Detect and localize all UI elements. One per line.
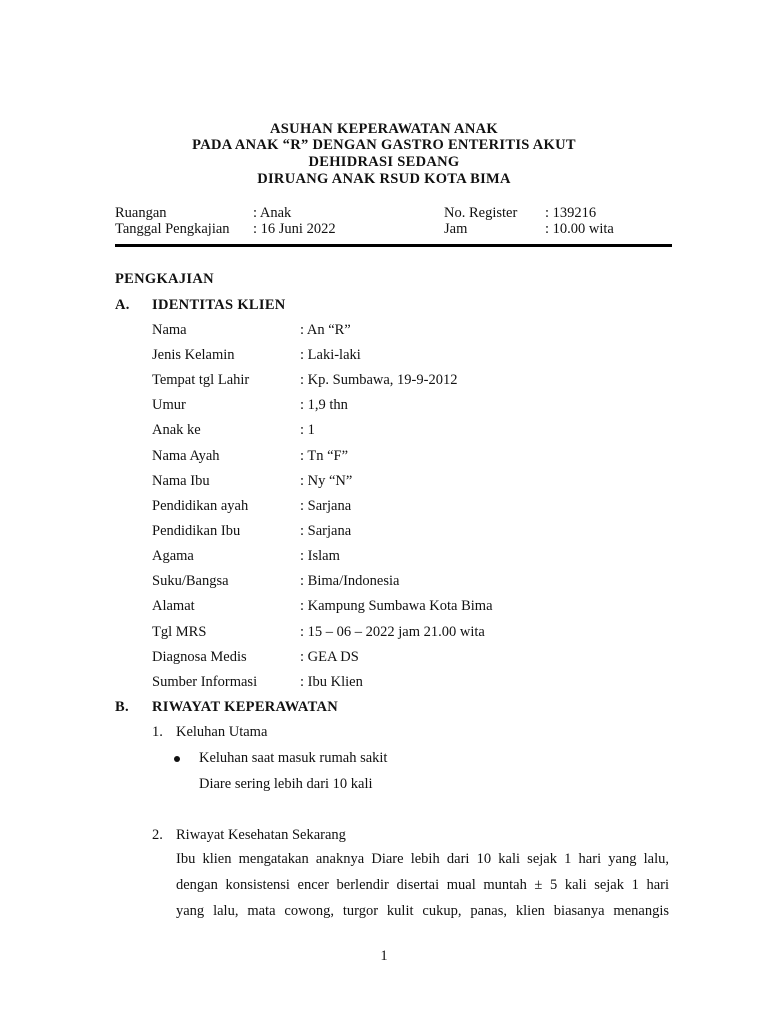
item2-title: Riwayat Kesehatan Sekarang xyxy=(176,827,346,843)
identity-value: : Kampung Sumbawa Kota Bima xyxy=(300,598,493,614)
bullet-detail: Diare sering lebih dari 10 kali xyxy=(199,776,373,792)
identity-value: : Laki-laki xyxy=(300,347,361,363)
bullet-text: Keluhan saat masuk rumah sakit xyxy=(199,750,388,766)
register-value: : 139216 xyxy=(545,205,597,221)
section-b-letter: B. xyxy=(115,699,129,715)
identity-value: : Tn “F” xyxy=(300,448,349,464)
bullet-dot-icon xyxy=(174,756,180,762)
identity-value: : 1,9 thn xyxy=(300,397,348,413)
identity-label: Alamat xyxy=(152,598,195,614)
identity-value: : 1 xyxy=(300,422,315,438)
identity-label: Nama Ayah xyxy=(152,448,220,464)
title-line-4: DIRUANG ANAK RSUD KOTA BIMA xyxy=(257,171,511,187)
tanggal-label: Tanggal Pengkajian xyxy=(115,221,230,237)
item1-number: 1. xyxy=(152,724,163,740)
jam-label: Jam xyxy=(444,221,468,237)
identity-value: : Sarjana xyxy=(300,498,352,514)
title-line-1: ASUHAN KEPERAWATAN ANAK xyxy=(270,121,498,137)
register-label: No. Register xyxy=(444,205,518,221)
identity-label: Anak ke xyxy=(152,422,201,438)
section-a-title: IDENTITAS KLIEN xyxy=(152,297,286,313)
identity-value: : Kp. Sumbawa, 19-9-2012 xyxy=(300,372,458,388)
jam-value: : 10.00 wita xyxy=(545,221,614,237)
section-b-title: RIWAYAT KEPERAWATAN xyxy=(152,699,339,715)
pengkajian-heading: PENGKAJIAN xyxy=(115,271,214,287)
ruangan-label: Ruangan xyxy=(115,205,167,221)
item2-number: 2. xyxy=(152,827,163,843)
identity-label: Sumber Informasi xyxy=(152,674,258,690)
identity-value: : GEA DS xyxy=(300,649,359,665)
identity-label: Suku/Bangsa xyxy=(152,573,229,589)
identity-value: : An “R” xyxy=(300,322,351,338)
identity-label: Diagnosa Medis xyxy=(152,649,247,665)
page-number: 1 xyxy=(380,948,388,964)
identity-label: Nama xyxy=(152,322,187,338)
identity-label: Umur xyxy=(152,397,186,413)
title-line-3: DEHIDRASI SEDANG xyxy=(308,154,460,170)
paragraph-line: yang lalu, mata cowong, turgor kulit cukup, panas, klien biasanya menangis xyxy=(176,903,669,919)
identity-label: Pendidikan Ibu xyxy=(152,523,241,539)
identity-label: Jenis Kelamin xyxy=(152,347,235,363)
paragraph-line: dengan konsistensi encer berlendir disertai mual muntah ± 5 kali sejak 1 hari xyxy=(176,877,669,893)
identity-label: Nama Ibu xyxy=(152,473,210,489)
title-line-2: PADA ANAK “R” DENGAN GASTRO ENTERITIS AKUT xyxy=(192,137,576,153)
identity-label: Pendidikan ayah xyxy=(152,498,249,514)
identity-label: Agama xyxy=(152,548,194,564)
item1-title: Keluhan Utama xyxy=(176,724,268,740)
paragraph-line: Ibu klien mengatakan anaknya Diare lebih dari 10 kali sejak 1 hari yang lalu, xyxy=(176,851,669,867)
section-a-letter: A. xyxy=(115,297,130,313)
identity-label: Tempat tgl Lahir xyxy=(152,372,250,388)
header-divider xyxy=(115,244,672,247)
identity-value: : Bima/Indonesia xyxy=(300,573,400,589)
identity-value: : Ibu Klien xyxy=(300,674,363,690)
identity-value: : 15 – 06 – 2022 jam 21.00 wita xyxy=(300,624,485,640)
identity-value: : Sarjana xyxy=(300,523,352,539)
identity-value: : Islam xyxy=(300,548,340,564)
ruangan-value: : Anak xyxy=(253,205,292,221)
tanggal-value: : 16 Juni 2022 xyxy=(253,221,336,237)
identity-label: Tgl MRS xyxy=(152,624,207,640)
identity-value: : Ny “N” xyxy=(300,473,353,489)
